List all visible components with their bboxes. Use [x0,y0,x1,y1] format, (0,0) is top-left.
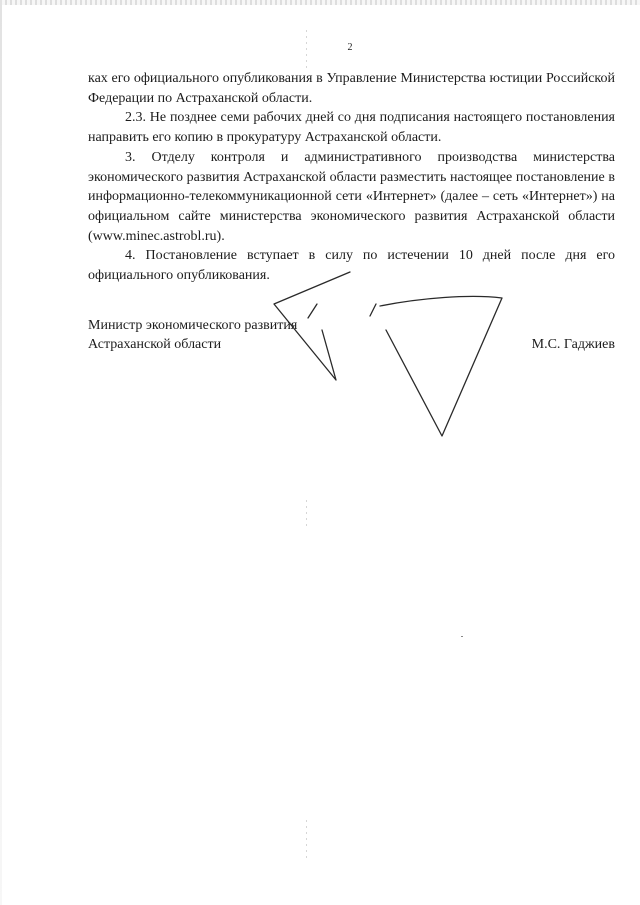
document-body [88,69,615,286]
paragraph-continuation: ках его официального опубликования в Управление Министерства юстиции Российской Федерации по Астраханской области. [88,71,615,106]
signature-stroke-left [274,272,350,380]
signature-stroke-dash [370,304,376,316]
fold-mark-bottom [306,820,307,860]
page-number: 2 [347,42,353,53]
signature-stroke-right [380,296,502,436]
handwritten-signature [270,268,510,440]
fold-mark-top [306,30,307,70]
signer-position: Министр экономического развития Астраханской области [88,318,298,352]
paragraph-3: 3. Отделу контроля и административного производства министерства экономического развития Астраханской области разместить настоящее постановление в информационно-телекоммуникационной сети «Интернет» (далее – сеть «Интернет») на официальном сайте министерства экономического развития Астраханской области (www.minec.astrobl.ru). [88,149,615,244]
fold-mark-middle [306,500,307,530]
scan-edge-left [0,0,2,905]
paragraph-2-3: 2.3. Не позднее семи рабочих дней со дня подписания настоящего постановления направить его копию в прокуратуру Астраханской области. [88,110,615,146]
signature-stroke-tick [308,304,317,318]
paragraph-4: 4. Постановление вступает в силу по истечении 10 дней после дня его официального опубликования. [88,248,615,284]
scan-speck [461,636,463,637]
scan-edge-top [0,0,640,5]
signer-name: М.С. Гаджиев [531,337,615,352]
